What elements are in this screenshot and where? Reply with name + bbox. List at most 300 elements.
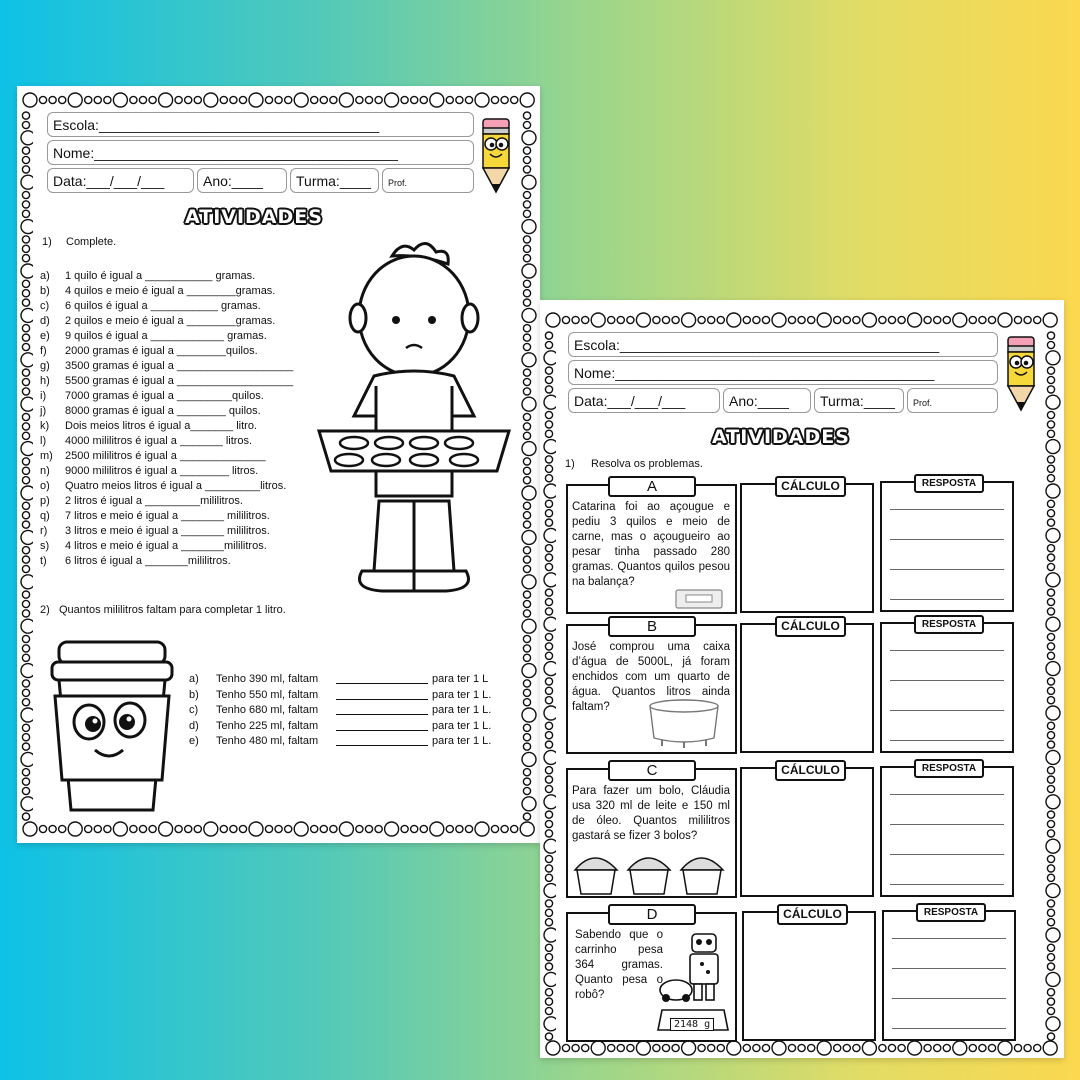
border-circle (285, 825, 292, 832)
border-circle (1024, 316, 1031, 323)
worksheet-page-1 (17, 86, 540, 843)
border-circle (411, 825, 418, 832)
class-field[interactable]: Turma:____ (814, 388, 904, 413)
q1-item-text: 4000 mililitros é igual a _______ litros. (65, 435, 253, 447)
q1-item-letter: d) (40, 315, 50, 327)
q1-item (40, 359, 340, 374)
border-circle (998, 313, 1012, 327)
border-circle (969, 316, 976, 323)
border-circle (969, 1044, 976, 1051)
border-circle (545, 386, 552, 393)
border-circle (545, 900, 552, 907)
q1-item-text: 9000 mililitros é igual a ________ litros. (65, 465, 259, 477)
border-circle (159, 93, 173, 107)
q1-item-letter: f) (40, 345, 47, 357)
border-circle (22, 290, 29, 297)
border-circle (523, 467, 530, 474)
problem-d-letter: D (608, 904, 696, 925)
border-circle (104, 96, 111, 103)
border-circle (320, 825, 327, 832)
border-circle (401, 825, 408, 832)
border-circle (1047, 963, 1054, 970)
border-circle (523, 778, 530, 785)
border-circle (545, 874, 552, 881)
border-circle (523, 432, 530, 439)
border-circle (545, 589, 552, 596)
border-circle (1047, 475, 1054, 482)
border-circle (544, 395, 556, 409)
border-circle (523, 255, 530, 262)
border-circle (294, 822, 308, 836)
border-circle (523, 156, 530, 163)
border-circle (475, 822, 489, 836)
border-circle (523, 654, 530, 661)
border-circle (185, 825, 192, 832)
border-circle (522, 220, 536, 234)
q2-answer-blank[interactable] (336, 672, 428, 684)
border-circle (139, 96, 146, 103)
border-circle (39, 96, 46, 103)
border-circle (522, 530, 536, 544)
border-circle (491, 96, 498, 103)
border-circle (979, 316, 986, 323)
problem-b-answer-lines (880, 622, 1014, 753)
border-circle (21, 530, 33, 544)
border-circle (1046, 573, 1060, 587)
border-circle (545, 608, 552, 615)
border-circle (22, 423, 29, 430)
pencil-mascot-icon (1002, 334, 1040, 414)
border-circle (22, 156, 29, 163)
border-circle (523, 458, 530, 465)
border-circle (401, 96, 408, 103)
border-circle (22, 743, 29, 750)
border-circle (545, 456, 552, 463)
border-circle (1047, 900, 1054, 907)
border-circle (22, 467, 29, 474)
border-circle (21, 752, 33, 766)
border-circle (1047, 919, 1054, 926)
border-circle (545, 697, 552, 704)
border-circle (834, 316, 841, 323)
border-circle (879, 316, 886, 323)
border-circle (1046, 484, 1060, 498)
worksheet-page-2 (540, 300, 1064, 1058)
page-title: ATIVIDADES (185, 206, 323, 228)
border-circle (522, 797, 536, 811)
border-circle (1047, 430, 1054, 437)
border-circle (22, 236, 29, 243)
border-circle (808, 1044, 815, 1051)
q1-item-text: 6 litros é igual a _______mililitros. (65, 555, 231, 567)
border-circle (1047, 785, 1054, 792)
problem-d-text: Sabendo que o carrinho pesa 364 gramas. Quanto pesa o robô? (575, 929, 663, 1001)
q2-item-ending: para ter 1 L (432, 673, 489, 685)
border-circle (988, 1044, 995, 1051)
border-circle (356, 825, 363, 832)
border-circle (22, 477, 29, 484)
border-circle (1047, 855, 1054, 862)
problem-c-calc-box[interactable] (740, 767, 874, 897)
border-circle (545, 919, 552, 926)
border-circle (194, 825, 201, 832)
q1-item-letter: s) (40, 540, 50, 552)
border-circle (1047, 643, 1054, 650)
circle-border-right (1044, 300, 1062, 1058)
border-circle (22, 813, 29, 820)
q1-item-letter: j) (40, 405, 47, 417)
border-circle (545, 1007, 552, 1014)
border-circle (545, 1033, 552, 1040)
border-circle (523, 112, 530, 119)
border-circle (753, 1044, 760, 1051)
border-circle (545, 510, 552, 517)
class-field[interactable]: Turma:____ (290, 168, 379, 193)
problem-d-answer-lines (882, 910, 1016, 1041)
border-circle (798, 1044, 805, 1051)
border-circle (898, 316, 905, 323)
border-circle (522, 752, 536, 766)
q2-item-letter: a) (189, 673, 199, 685)
border-circle (523, 423, 530, 430)
q2-answer-blank[interactable] (336, 734, 428, 746)
q1-item-letter: t) (40, 555, 47, 567)
border-circle (475, 93, 489, 107)
circle-border-right (520, 86, 538, 843)
prof-field[interactable] (907, 388, 998, 413)
border-circle (265, 96, 272, 103)
border-circle (522, 308, 536, 322)
border-circle (591, 313, 605, 327)
border-circle (523, 413, 530, 420)
border-circle (365, 825, 372, 832)
border-circle (522, 486, 536, 500)
q1-item-text: Quatro meios litros é igual a _________litros. (65, 480, 287, 492)
border-circle (1047, 421, 1054, 428)
border-circle (1047, 989, 1054, 996)
border-circle (1047, 367, 1054, 374)
year-field[interactable]: Ano:____ (723, 388, 811, 413)
school-field[interactable]: Escola:_________________________________________ (568, 332, 998, 357)
coffee-cup-illustration (47, 638, 177, 816)
q2-item (189, 719, 491, 735)
border-circle (1047, 376, 1054, 383)
q1-item-letter: b) (40, 285, 50, 297)
border-circle (1034, 1044, 1041, 1051)
border-circle (230, 96, 237, 103)
border-circle (523, 343, 530, 350)
border-circle (636, 1041, 650, 1055)
border-circle (988, 316, 995, 323)
border-circle (545, 998, 552, 1005)
border-circle (446, 96, 453, 103)
border-circle (430, 93, 444, 107)
border-circle (934, 1044, 941, 1051)
border-circle (21, 175, 33, 189)
q1-item-text: 7 litros e meio é igual a _______ mililitros. (65, 510, 270, 522)
border-circle (21, 486, 33, 500)
border-circle (523, 769, 530, 776)
border-circle (523, 299, 530, 306)
q1-item-text: 6 quilos é igual a ___________ gramas. (65, 300, 261, 312)
border-circle (523, 236, 530, 243)
border-circle (545, 785, 552, 792)
scale-icon (670, 586, 728, 610)
border-circle (708, 316, 715, 323)
q1-item-letter: r) (40, 525, 48, 537)
q1-item-text: 2 quilos e meio é igual a ________gramas. (65, 315, 276, 327)
border-circle (853, 1044, 860, 1051)
q1-item (40, 449, 340, 464)
q1-item (40, 329, 340, 344)
border-circle (22, 255, 29, 262)
prof-field[interactable] (382, 168, 474, 193)
border-circle (523, 600, 530, 607)
border-circle (59, 96, 66, 103)
problem-c-text: Para fazer um bolo, Cláudia usa 320 ml de leite e 150 ml de óleo. Quantos mililitros gastará se fizer 3 bolos? (572, 785, 730, 842)
border-circle (104, 825, 111, 832)
border-circle (617, 1044, 624, 1051)
q1-item-text: 2500 mililitros é igual a ______________ (65, 450, 266, 462)
border-circle (743, 316, 750, 323)
border-circle (1047, 776, 1054, 783)
border-circle (1047, 954, 1054, 961)
q1-item-letter: a) (40, 270, 50, 282)
q2-prompt: Quantos mililitros faltam para completar 1 litro. (59, 604, 286, 616)
border-circle (1046, 395, 1060, 409)
border-circle (1047, 465, 1054, 472)
date-field[interactable]: Data:___/___/___ (47, 168, 194, 193)
border-circle (21, 619, 33, 633)
border-circle (22, 556, 29, 563)
border-circle (21, 708, 33, 722)
border-circle (753, 316, 760, 323)
border-circle (523, 280, 530, 287)
border-circle (924, 1044, 931, 1051)
border-circle (21, 664, 33, 678)
q1-item-letter: c) (40, 300, 50, 312)
q1-item (40, 269, 340, 284)
border-circle (522, 397, 536, 411)
border-circle (21, 575, 33, 589)
border-circle (22, 112, 29, 119)
border-circle (1046, 795, 1060, 809)
border-circle (523, 210, 530, 217)
baker-child-illustration (314, 236, 514, 596)
problem-a-text: Catarina foi ao açougue e pediu 3 quilos e meio de carne, mas o açougueiro ao pesar tinha passado 280 gramas. Quantos quilos pesou na balança? (572, 501, 730, 588)
border-circle (456, 96, 463, 103)
border-circle (1047, 874, 1054, 881)
border-circle (1046, 750, 1060, 764)
name-field[interactable]: Nome:_______________________________________ (47, 140, 474, 165)
border-circle (22, 121, 29, 128)
border-circle (523, 556, 530, 563)
border-circle (523, 565, 530, 572)
border-circle (522, 575, 536, 589)
border-circle (22, 299, 29, 306)
border-circle (1046, 351, 1060, 365)
problem-b-calc-box[interactable] (740, 623, 874, 753)
border-circle (22, 591, 29, 598)
border-circle (608, 316, 615, 323)
q1-number: 1) (565, 458, 575, 470)
border-circle (523, 477, 530, 484)
border-circle (1047, 741, 1054, 748)
border-circle (572, 1044, 579, 1051)
border-circle (979, 1044, 986, 1051)
border-circle (1047, 697, 1054, 704)
border-circle (22, 654, 29, 661)
problem-a-calc-box[interactable] (740, 483, 874, 613)
border-circle (544, 750, 556, 764)
border-circle (544, 484, 556, 498)
date-field[interactable]: Data:___/___/___ (568, 388, 720, 413)
border-circle (523, 147, 530, 154)
q2-answer-blank[interactable] (336, 719, 428, 731)
border-circle (1046, 928, 1060, 942)
border-circle (1046, 972, 1060, 986)
q1-item-text: 5500 gramas é igual a ___________________ (65, 375, 294, 387)
border-circle (523, 191, 530, 198)
border-circle (1047, 820, 1054, 827)
border-circle (545, 421, 552, 428)
border-circle (239, 825, 246, 832)
border-circle (465, 825, 472, 832)
border-circle (627, 1044, 634, 1051)
border-circle (1047, 500, 1054, 507)
circle-border-bottom (17, 819, 540, 839)
q2-item-ending: para ter 1 L. (432, 719, 492, 732)
border-circle (617, 316, 624, 323)
border-circle (523, 369, 530, 376)
border-circle (1047, 563, 1054, 570)
q1-item-text: 2000 gramas é igual a ________quilos. (65, 345, 258, 357)
border-circle (491, 825, 498, 832)
border-circle (294, 93, 308, 107)
border-circle (545, 633, 552, 640)
border-circle (275, 825, 282, 832)
border-circle (21, 397, 33, 411)
border-circle (1047, 545, 1054, 552)
border-circle (898, 1044, 905, 1051)
border-circle (544, 528, 556, 542)
border-circle (22, 343, 29, 350)
border-circle (22, 166, 29, 173)
border-circle (662, 1044, 669, 1051)
q1-item (40, 419, 340, 434)
border-circle (1024, 1044, 1031, 1051)
border-circle (456, 825, 463, 832)
border-circle (21, 353, 33, 367)
border-circle (430, 822, 444, 836)
border-circle (545, 475, 552, 482)
border-circle (762, 1044, 769, 1051)
border-circle (522, 264, 536, 278)
border-circle (544, 573, 556, 587)
border-circle (545, 732, 552, 739)
border-circle (330, 96, 337, 103)
border-circle (1047, 589, 1054, 596)
q2-answer-blank[interactable] (336, 688, 428, 700)
border-circle (545, 563, 552, 570)
problem-d-calc-label: CÁLCULO (777, 904, 848, 925)
border-circle (523, 699, 530, 706)
border-circle (743, 1044, 750, 1051)
problem-d-calc-box[interactable] (742, 911, 876, 1041)
q2-answer-blank[interactable] (336, 703, 428, 715)
border-circle (788, 316, 795, 323)
year-field[interactable]: Ano:____ (197, 168, 287, 193)
border-circle (1034, 316, 1041, 323)
border-circle (1046, 1017, 1060, 1031)
school-field[interactable]: Escola:____________________________________ (47, 112, 474, 137)
border-circle (1047, 830, 1054, 837)
q2-number: 2) (40, 604, 50, 616)
problem-a-calc-label: CÁLCULO (775, 476, 846, 497)
border-circle (572, 316, 579, 323)
border-circle (582, 316, 589, 323)
border-circle (22, 565, 29, 572)
border-circle (1047, 998, 1054, 1005)
border-circle (662, 316, 669, 323)
border-circle (545, 598, 552, 605)
border-circle (943, 316, 950, 323)
border-circle (68, 822, 82, 836)
border-circle (1014, 316, 1021, 323)
border-circle (808, 316, 815, 323)
border-circle (330, 825, 337, 832)
border-circle (59, 825, 66, 832)
q1-item-text: 3500 gramas é igual a ___________________ (65, 360, 294, 372)
border-circle (853, 316, 860, 323)
border-circle (22, 432, 29, 439)
q2-item-question: Tenho 480 ml, faltam (216, 735, 319, 747)
q1-item-letter: q) (40, 510, 50, 522)
border-circle (21, 797, 33, 811)
border-circle (446, 825, 453, 832)
q2-item-ending: para ter 1 L. (432, 735, 492, 747)
border-circle (545, 830, 552, 837)
name-field[interactable]: Nome:_________________________________________ (568, 360, 998, 385)
q1-item-text: 8000 gramas é igual a ________ quilos. (65, 405, 261, 417)
border-circle (545, 687, 552, 694)
border-circle (249, 822, 263, 836)
border-circle (311, 96, 318, 103)
border-circle (523, 635, 530, 642)
border-circle (275, 96, 282, 103)
border-circle (22, 610, 29, 617)
q1-item-letter: k) (40, 420, 50, 432)
border-circle (22, 724, 29, 731)
border-circle (130, 96, 137, 103)
border-circle (523, 547, 530, 554)
border-circle (522, 175, 536, 189)
border-circle (545, 519, 552, 526)
q1-prompt: Complete. (66, 236, 117, 248)
q1-item-text: 2 litros é igual a _________mililitros. (65, 495, 243, 507)
border-circle (420, 825, 427, 832)
border-circle (1047, 386, 1054, 393)
border-circle (1047, 865, 1054, 872)
border-circle (501, 825, 508, 832)
border-circle (523, 645, 530, 652)
border-circle (522, 708, 536, 722)
border-circle (544, 928, 556, 942)
border-circle (544, 706, 556, 720)
border-circle (653, 316, 660, 323)
problem-c-answer-lines (880, 766, 1014, 897)
problem-a-answer-label: RESPOSTA (914, 474, 984, 493)
